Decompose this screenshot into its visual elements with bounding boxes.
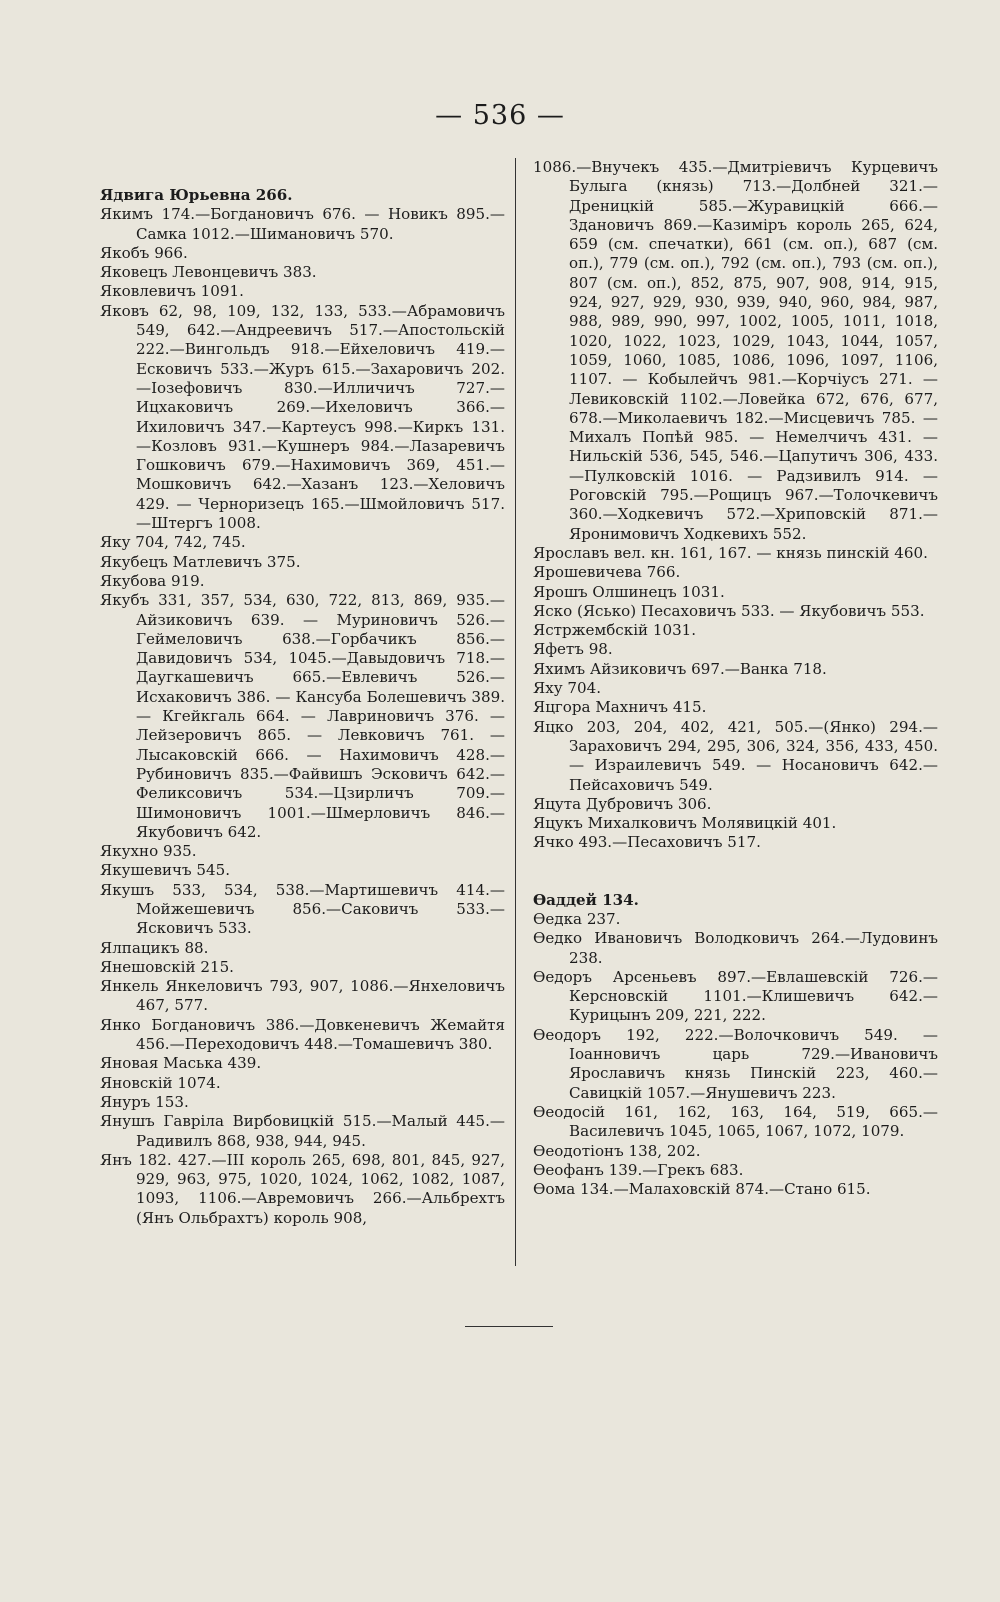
index-column-right [533,158,938,1199]
index-entry: Ѳаддей 134. [533,890,639,909]
index-entry: Ѳедко Ивановичъ Володковичъ 264.—Лудовинъ 238. [533,929,938,967]
index-entry: Яху 704. [533,679,601,698]
index-entry: Яковецъ Левонцевичъ 383. [100,263,317,282]
index-entry: Якубъ 331, 357, 534, 630, 722, 813, 869, 935.—Айзиковичъ 639. — Муриновичъ 526.—Геймеловичъ 638.—Горбачикъ 856.—Давидовичъ 534, 1045.—Давыдовичъ 718.—Даугкашевичъ 665.—Евлевичъ 526.—Исхаковичъ 386. — Кансуба Болешевичъ 389. — Кгейкгаль 664. — Лавриновичъ 376. — Лейзеровичъ 865. — Левковичъ 761. — Лысаковскій 666. — Нахимовичъ 428.—Рубиновичъ 835.—Файвишъ Эсковичъ 642.—Феликсовичъ 534.—Цзирличъ 709.—Шимоновичъ 1001.—Шмерловичъ 846.—Якубовичъ 642. [100,591,505,841]
index-entry: Ѳеодоръ 192, 222.—Волочковичъ 549. —Іоанновичъ царь 729.—Ивановичъ Ярославичъ князь Пинскій 223, 460.—Савицкій 1057.—Янушевичъ 223. [533,1025,938,1102]
index-entry: Ялпацикъ 88. [100,938,209,957]
section-gap [533,853,938,891]
index-entry: Яфетъ 98. [533,640,613,659]
index-entry: Янушъ Гавріла Вирбовицкій 515.—Малый 445.—Радивилъ 868, 938, 944, 945. [100,1112,505,1150]
index-entry: Ячко 493.—Песаховичъ 517. [533,833,761,852]
index-entry: Яку 704, 742, 745. [100,533,246,552]
index-entry: Яновскій 1074. [100,1073,221,1092]
index-entry: Янъ 182. 427.—III король 265, 698, 801, 845, 927, 929, 963, 975, 1020, 1024, 1062, 1082, 1087, 1093, 1106.—Авремовичъ 266.—Альбрехтъ (Янъ Ольбрахтъ) король 908, [100,1150,505,1227]
index-entry: Яско (Ясько) Песаховичъ 533. — Якубовичъ 553. [533,601,925,620]
index-entry: Янко Богдановичъ 386.—Довкеневичъ Жемайтя 456.—Переходовичъ 448.—Томашевичъ 380. [100,1015,505,1054]
index-entry: Ѳома 134.—Малаховскій 874.—Стано 615. [533,1180,871,1199]
index-entry: Ярошевичева 766. [533,563,681,582]
index-entry: Якушевичъ 545. [100,861,231,880]
index-entry: Ярославъ вел. кн. 161, 167. — князь пинскій 460. [533,543,928,562]
index-entry: Яцко 203, 204, 402, 421, 505.—(Янко) 294.—Зараховичъ 294, 295, 306, 324, 356, 433, 450. — Израилевичъ 549. — Носановичъ 642.—Пейсаховичъ 549. [533,717,938,794]
index-entry: Яцукъ Михалковичъ Молявицкій 401. [533,814,837,833]
index-entry: Яковлевичъ 1091. [100,282,244,301]
index-entry: Ярошъ Олшинецъ 1031. [533,582,725,601]
index-entry: Яхимъ Айзиковичъ 697.—Ванка 718. [533,659,827,678]
page-number: — 536 — [435,100,565,131]
index-entry: Якобъ 966. [100,243,188,262]
index-entry: Яцута Дубровичъ 306. [533,794,712,813]
index-entry: Ѳеодотіонъ 138, 202. [533,1141,701,1160]
index-entry: Якубецъ Матлевичъ 375. [100,552,301,571]
index-entry: Якимъ 174.—Богдановичъ 676. — Новикъ 895.—Самка 1012.—Шимановичъ 570. [100,205,505,243]
index-entry: Януръ 153. [100,1092,189,1111]
index-entry: Ѳедка 237. [533,909,621,928]
index-entry: Яновая Маська 439. [100,1054,262,1073]
index-entry: Яковъ 62, 98, 109, 132, 133, 533.—Абрамовичъ 549, 642.—Андреевичъ 517.—Апостольскій 222.—Вингольдъ 918.—Ейхеловичъ 419.—Есковичъ 533.—Журъ 615.—Захаровичъ 202.—Іозефовичъ 830.—Илличичъ 727.—Ицхаковичъ 269.—Ихеловичъ 366.—Ихиловичъ 347.—Картеусъ 998.—Киркъ 131.—Козловъ 931.—Кушнеръ 984.—Лазаревичъ Гошковичъ 679.—Нахимовичъ 369, 451.—Мошковичъ 642.—Хазанъ 123.—Хеловичъ 429. — Черноризецъ 165.—Шмойловичъ 517.—Штергъ 1008. [100,301,505,533]
index-entry: Якухно 935. [100,842,197,861]
index-column-left [100,186,505,1228]
index-entry: Ѳеофанъ 139.—Грекъ 683. [533,1160,744,1179]
index-entry: Якушъ 533, 534, 538.—Мартишевичъ 414.—Мойжешевичъ 856.—Саковичъ 533.—Ясковичъ 533. [100,880,505,938]
index-entry: 1086.—Внучекъ 435.—Дмитріевичъ Курцевичъ Булыга (князь) 713.—Долбней 321.—Дреницкій 585.—Журавицкій 666.—Здановичъ 869.—Казиміръ король 265, 624, 659 (см. спечатки), 661 (см. оп.), 687 (см. оп.), 779 (см. оп.), 792 (см. оп.), 793 (см. оп.), 807 (см. оп.), 852, 875, 907, 908, 914, 915, 924, 927, 929, 930, 939, 940, 960, 984, 987, 988, 989, 990, 997, 1002, 1005, 1011, 1018, 1020, 1022, 1023, 1029, 1043, 1044, 1057, 1059, 1060, 1085, 1086, 1096, 1097, 1106, 1107. — Кобылейчъ 981.—Корчіусъ 271. — Левиковскій 1102.—Ловейка 672, 676, 677, 678.—Миколаевичъ 182.—Мисцевичъ 785. — Михалъ Попѣй 985. — Немелчичъ 431. — Нильскій 536, 545, 546.—Цапутичъ 306, 433.—Пулковскій 1016. — Радзивилъ 914. — Роговскій 795.—Рощицъ 967.—Толочкевичъ 360.—Ходкевичъ 572.—Хриповскій 871.—Яронимовичъ Ходкевихъ 552. [533,158,938,543]
index-entry: Ядвига Юрьевна 266. [100,186,293,204]
index-entry: Ѳеодосій 161, 162, 163, 164, 519, 665.—Василевичъ 1045, 1065, 1067, 1072, 1079. [533,1102,938,1141]
index-entry: Ястржембскій 1031. [533,621,697,640]
index-entry: Янкель Янкеловичъ 793, 907, 1086.—Янхеловичъ 467, 577. [100,977,505,1015]
index-entry: Ѳедоръ Арсеньевъ 897.—Евлашевскій 726.—Керсновскій 1101.—Клишевичъ 642.—Курицынъ 209, 221, 222. [533,967,938,1025]
index-entry: Янешовскій 215. [100,957,234,976]
index-entry: Яцгора Махничъ 415. [533,698,707,717]
column-divider [515,158,516,1266]
end-rule [465,1326,553,1327]
index-entry: Якубова 919. [100,571,205,590]
